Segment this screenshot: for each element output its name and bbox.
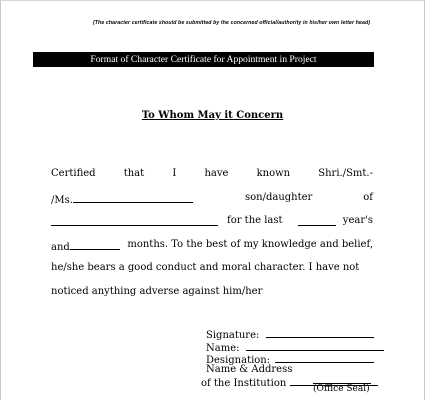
years-label: year's bbox=[342, 215, 373, 226]
and-label: and bbox=[51, 242, 70, 253]
signature-label: Signature: bbox=[206, 330, 260, 341]
name-address-label: Name & Address bbox=[206, 364, 293, 375]
prefix: /Ms. bbox=[51, 195, 73, 206]
years-blank[interactable] bbox=[298, 215, 336, 226]
salutation-heading: To Whom May it Concern bbox=[141, 110, 284, 121]
name-label: Name: bbox=[206, 343, 240, 354]
body-line-2 bbox=[51, 192, 373, 206]
name-blank[interactable] bbox=[73, 192, 193, 203]
signature-blank[interactable] bbox=[266, 327, 374, 338]
body-line-5: he/she bears a good conduct and moral character. I have not bbox=[51, 262, 360, 273]
institution-label: of the Institution bbox=[201, 378, 287, 389]
body-line-3 bbox=[51, 215, 373, 229]
for-the-last-label: for the last bbox=[227, 215, 283, 226]
parent-name-blank[interactable] bbox=[51, 215, 218, 226]
signature-row bbox=[206, 327, 374, 341]
designation-blank[interactable] bbox=[275, 352, 374, 363]
name-address-row bbox=[206, 364, 292, 375]
word: I bbox=[172, 168, 177, 179]
office-seal-label: (Office Seal) bbox=[313, 384, 370, 394]
of-label: of bbox=[363, 192, 373, 203]
word: that bbox=[123, 168, 145, 179]
relation-label: son/daughter bbox=[245, 192, 313, 203]
word: Certified bbox=[51, 168, 96, 179]
body-line-6: noticed anything adverse against him/her bbox=[51, 286, 263, 297]
designation-label: Designation: bbox=[206, 355, 271, 366]
header-note: (The character certificate should be submitted by the concerned official/authority in his/her own letter head) bbox=[92, 20, 371, 26]
months-blank[interactable] bbox=[70, 239, 120, 250]
title-banner: Format of Character Certificate for Appointment in Project bbox=[33, 52, 374, 67]
word: known bbox=[256, 168, 291, 179]
body-line-1 bbox=[51, 168, 373, 179]
months-text: months. To the best of my knowledge and belief, bbox=[127, 239, 373, 250]
word: have bbox=[204, 168, 229, 179]
name-field-blank[interactable] bbox=[246, 340, 384, 351]
word: Shri./Smt.- bbox=[318, 168, 373, 179]
body-line-4 bbox=[51, 239, 373, 253]
